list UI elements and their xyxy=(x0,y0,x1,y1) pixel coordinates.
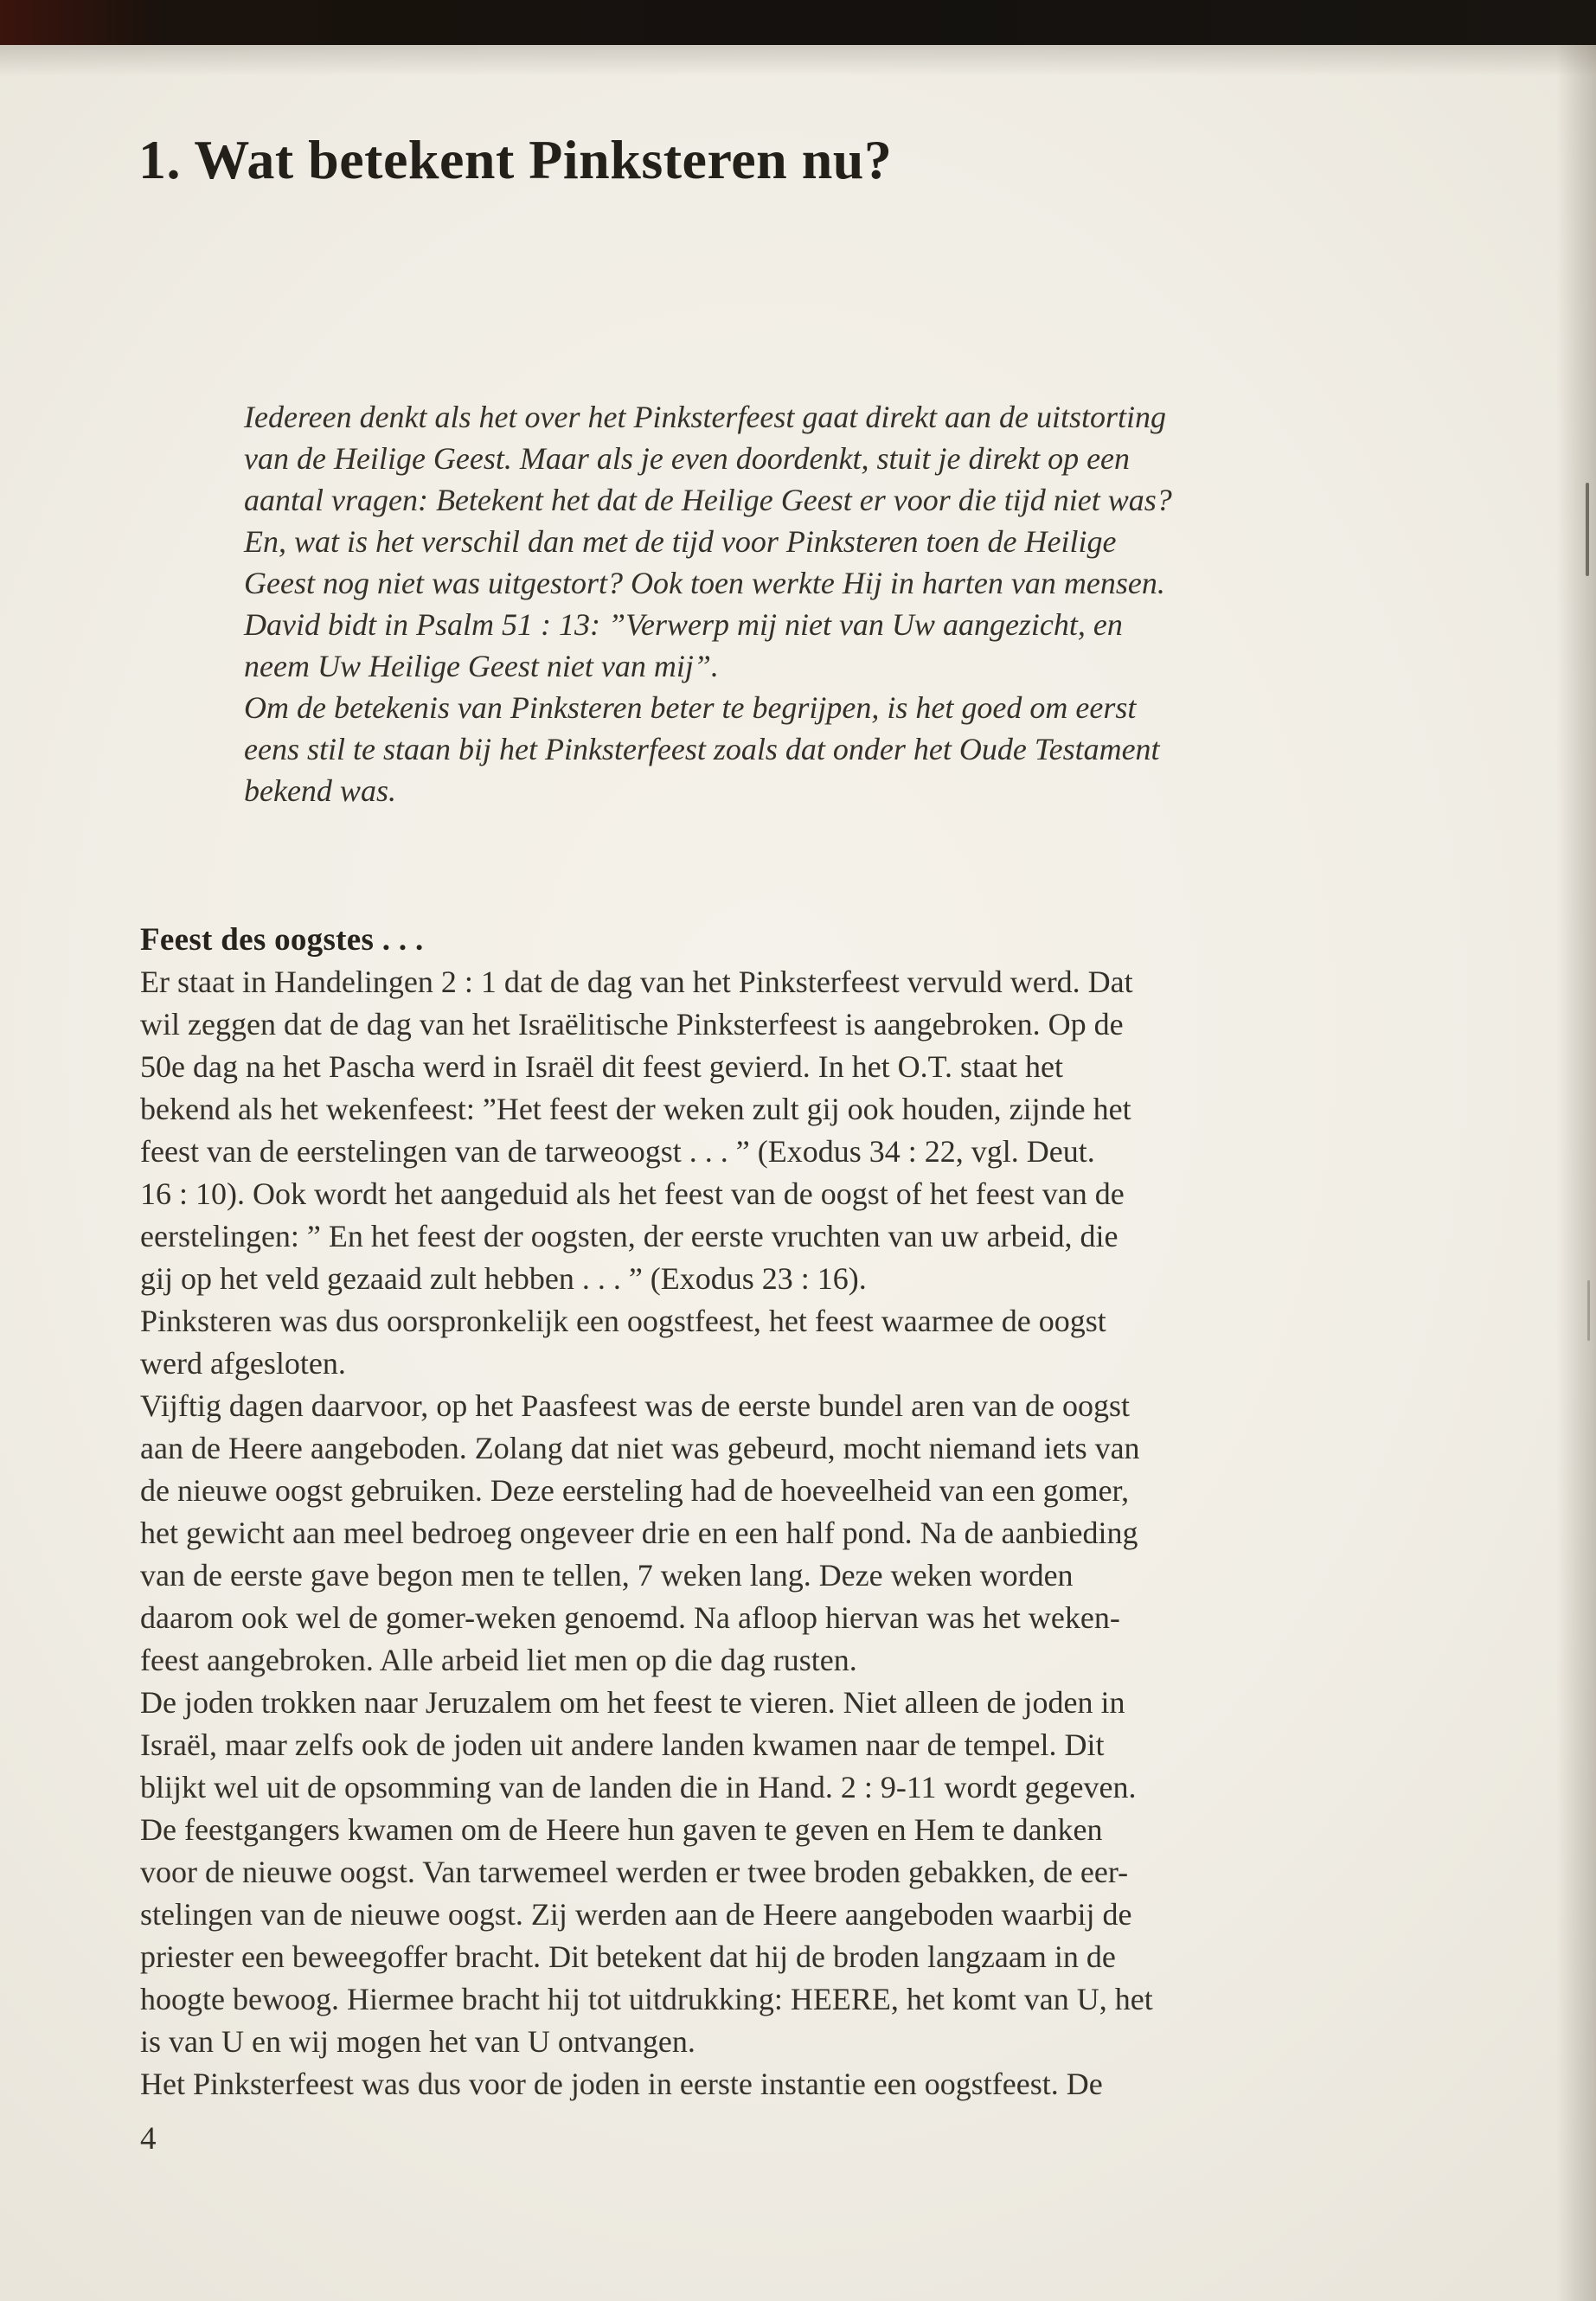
body-text-line: De joden trokken naar Jeruzalem om het feest te vieren. Niet alleen de joden in xyxy=(140,1685,1125,1720)
page-number: 4 xyxy=(140,2121,157,2157)
scan-artifact-mark-2 xyxy=(1587,1280,1590,1341)
body-text-line: van de eerste gave begon men te tellen, 7 weken lang. Deze weken worden xyxy=(140,1558,1074,1593)
body-text-line: De feestgangers kwamen om de Heere hun gaven te geven en Hem te danken xyxy=(140,1812,1103,1847)
chapter-title: 1. Wat betekent Pinksteren nu? xyxy=(138,129,893,190)
body-text-line: 16 : 10). Ook wordt het aangeduid als het feest van de oogst of het feest van de xyxy=(140,1176,1125,1211)
body-text-line: gij op het veld gezaaid zult hebben . . . ” (Exodus 23 : 16). xyxy=(140,1261,867,1296)
body-text-line: Er staat in Handelingen 2 : 1 dat de dag van het Pinksterfeest vervuld werd. Dat xyxy=(140,965,1133,999)
scan-edge-top xyxy=(0,0,1596,45)
body-text-line: het gewicht aan meel bedroeg ongeveer drie en een half pond. Na de aanbieding xyxy=(140,1516,1138,1550)
body-text-line: 50e dag na het Pascha werd in Israël dit feest gevierd. In het O.T. staat het xyxy=(140,1049,1063,1084)
body-text-line: Israël, maar zelfs ook de joden uit andere landen kwamen naar de tempel. Dit xyxy=(140,1727,1105,1762)
intro-text-line: Om de betekenis van Pinksteren beter te begrijpen, is het goed om eerst xyxy=(244,690,1137,725)
intro-paragraph xyxy=(244,396,1472,811)
body-text-block xyxy=(140,919,1477,2106)
scan-artifact-mark xyxy=(1586,483,1589,576)
intro-text-line: neem Uw Heilige Geest niet van mij”. xyxy=(244,649,719,683)
scan-edge-top-shadow xyxy=(0,45,1596,76)
body-text-line: aan de Heere aangeboden. Zolang dat niet was gebeurd, mocht niemand iets van xyxy=(140,1431,1140,1465)
body-text-line: daarom ook wel de gomer-weken genoemd. Na afloop hiervan was het weken- xyxy=(140,1600,1120,1635)
intro-text-line: bekend was. xyxy=(244,773,396,808)
intro-text-line: Iedereen denkt als het over het Pinksterfeest gaat direkt aan de uitstorting xyxy=(244,400,1167,434)
scan-edge-right xyxy=(1556,45,1596,2301)
intro-text-line: eens stil te staan bij het Pinksterfeest zoals dat onder het Oude Testament xyxy=(244,732,1160,766)
body-text-line: hoogte bewoog. Hiermee bracht hij tot uitdrukking: HEERE, het komt van U, het xyxy=(140,1982,1153,2016)
intro-text-line: David bidt in Psalm 51 : 13: ”Verwerp mij niet van Uw aangezicht, en xyxy=(244,607,1123,642)
body-text-line: feest aangebroken. Alle arbeid liet men op die dag rusten. xyxy=(140,1643,857,1677)
body-text-line: blijkt wel uit de opsomming van de landen die in Hand. 2 : 9-11 wordt gegeven. xyxy=(140,1770,1137,1804)
body-text-line: wil zeggen dat de dag van het Israëlitische Pinksterfeest is aangebroken. Op de xyxy=(140,1007,1124,1042)
body-text-line: Het Pinksterfeest was dus voor de joden in eerste instantie een oogstfeest. De xyxy=(140,2067,1103,2101)
body-text-line: Vijftig dagen daarvoor, op het Paasfeest was de eerste bundel aren van de oogst xyxy=(140,1388,1131,1423)
intro-text-line: En, wat is het verschil dan met de tijd voor Pinksteren toen de Heilige xyxy=(244,524,1117,559)
body-text-line: voor de nieuwe oogst. Van tarwemeel werden er twee broden gebakken, de eer- xyxy=(140,1855,1129,1889)
body-text-line: stelingen van de nieuwe oogst. Zij werden aan de Heere aangeboden waarbij de xyxy=(140,1897,1132,1932)
body-text-line: eerstelingen: ” En het feest der oogsten, der eerste vruchten van uw arbeid, die xyxy=(140,1219,1118,1253)
body-text-line: is van U en wij mogen het van U ontvangen. xyxy=(140,2024,695,2059)
intro-text-line: aantal vragen: Betekent het dat de Heilige Geest er voor die tijd niet was? xyxy=(244,483,1172,517)
intro-text-line: Geest nog niet was uitgestort? Ook toen werkte Hij in harten van mensen. xyxy=(244,566,1165,600)
body-text-line: feest van de eerstelingen van de tarweoogst . . . ” (Exodus 34 : 22, vgl. Deut. xyxy=(140,1134,1095,1169)
body-text-line: Pinksteren was dus oorspronkelijk een oogstfeest, het feest waarmee de oogst xyxy=(140,1304,1106,1338)
body-text-line: werd afgesloten. xyxy=(140,1346,346,1381)
body-text-line: bekend als het wekenfeest: ”Het feest der weken zult gij ook houden, zijnde het xyxy=(140,1092,1131,1126)
body-text-line: priester een beweegoffer bracht. Dit betekent dat hij de broden langzaam in de xyxy=(140,1939,1116,1974)
body-text-line: de nieuwe oogst gebruiken. Deze eersteling had de hoeveelheid van een gomer, xyxy=(140,1473,1130,1508)
intro-text-line: van de Heilige Geest. Maar als je even doordenkt, stuit je direkt op een xyxy=(244,441,1131,476)
section-heading: Feest des oogstes . . . xyxy=(140,922,424,958)
